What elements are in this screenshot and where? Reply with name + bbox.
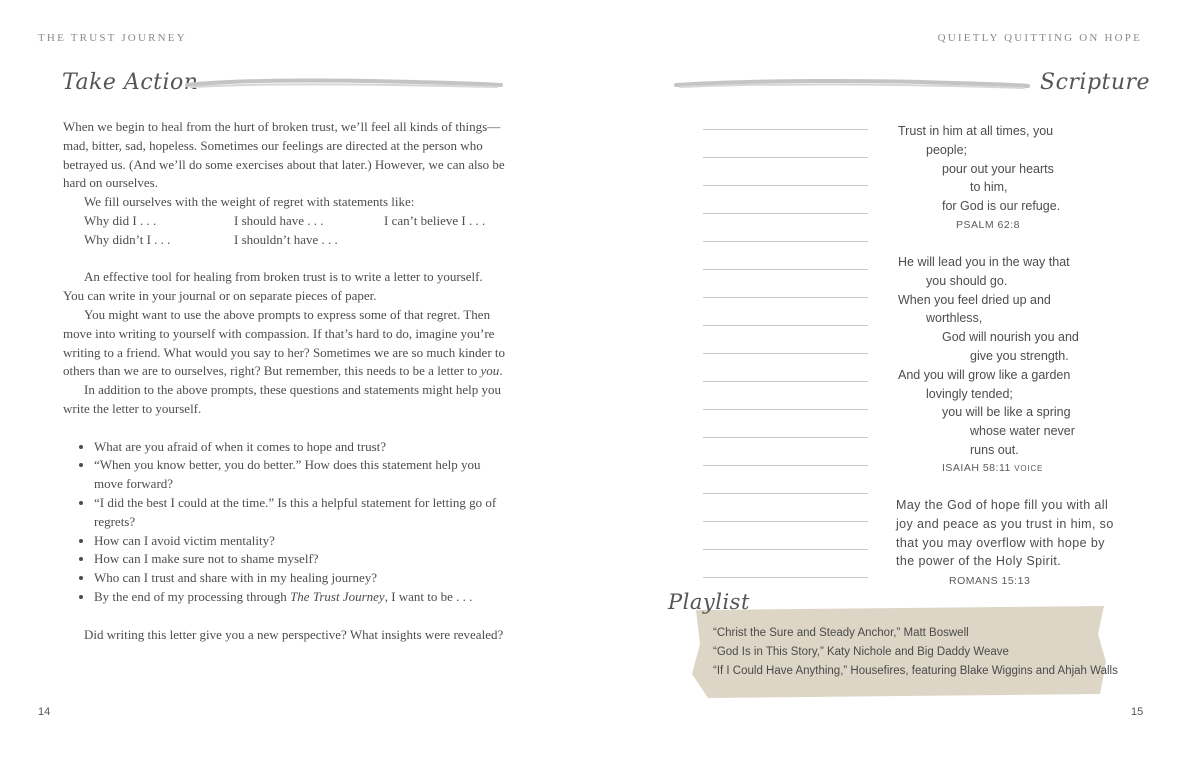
writing-line bbox=[703, 381, 868, 382]
writing-line bbox=[703, 353, 868, 354]
take-action-heading: Take Action bbox=[62, 70, 199, 95]
question-list bbox=[63, 438, 506, 607]
writing-line bbox=[703, 465, 868, 466]
heading-brush-stroke-left bbox=[185, 76, 505, 96]
scripture-heading: Scripture bbox=[1040, 70, 1151, 95]
prompt-why-did: Why did I . . . bbox=[84, 213, 157, 228]
heading-brush-stroke-right bbox=[672, 76, 1032, 96]
playlist-item: “If I Could Have Anything,” Housefires, featuring Blake Wiggins and Ahjah Walls bbox=[713, 664, 1118, 677]
playlist-heading: Playlist bbox=[668, 590, 750, 614]
list-item: • How can I avoid victim mentality? bbox=[94, 532, 506, 551]
page-number-right: 15 bbox=[1131, 706, 1144, 718]
playlist-item: “Christ the Sure and Steady Anchor,” Matt Boswell bbox=[713, 627, 969, 639]
list-item: • “I did the best I could at the time.” Is this a helpful statement for letting go of regrets? bbox=[94, 494, 506, 532]
verse-psalm: Trust in him at all times, you people; pour out your hearts to him, for God is our refuge. bbox=[898, 124, 1061, 214]
writing-line bbox=[703, 409, 868, 410]
regret-prompts-grid bbox=[84, 212, 504, 250]
writing-line bbox=[703, 325, 868, 326]
verse-isaiah: He will lead you in the way that you should go. When you feel dried up and worthless, God will nourish you and give you strength. And you will grow like a garden lovingly tended; you will be like a spring whose water never runs out. bbox=[898, 255, 1079, 457]
playlist-item: “God Is in This Story,” Katy Nichole and Big Daddy Weave bbox=[713, 645, 1009, 658]
list-item: • How can I make sure not to shame myself? bbox=[94, 550, 506, 569]
take-action-body bbox=[63, 118, 506, 644]
list-item: • “When you know better, you do better.” How does this statement help you move forward? bbox=[94, 456, 506, 494]
paragraph-letter-tool: An effective tool for healing from broken trust is to write a letter to yourself. You can write in your journal or on separate pieces of paper. bbox=[63, 269, 483, 304]
paragraph-intro: When we begin to heal from the hurt of broken trust, we’ll feel all kinds of things—mad, bitter, sad, hopeless. Sometimes our feelings are directed at the person who betrayed us. (And we’ll do some exercises about that later.) However, we can also be hard on ourselves. bbox=[63, 119, 505, 191]
list-item: • By the end of my processing through The Trust Journey, I want to be . . . bbox=[94, 588, 506, 607]
prompt-cant-believe: I can’t believe I . . . bbox=[384, 213, 486, 228]
writing-line bbox=[703, 549, 868, 550]
writing-line bbox=[703, 213, 868, 214]
writing-line bbox=[703, 129, 868, 130]
prompt-should-have: I should have . . . bbox=[234, 213, 324, 228]
writing-line bbox=[703, 157, 868, 158]
reference-psalm: PSALM 62:8 bbox=[956, 219, 1020, 231]
reference-isaiah: ISAIAH 58:11 VOICE bbox=[942, 462, 1044, 474]
writing-line bbox=[703, 577, 868, 578]
list-item: • Who can I trust and share with in my healing journey? bbox=[94, 569, 506, 588]
writing-line bbox=[703, 269, 868, 270]
writing-line bbox=[703, 493, 868, 494]
list-item: • What are you afraid of when it comes to hope and trust? bbox=[94, 438, 506, 457]
verse-romans: May the God of hope fill you with all joy and peace as you trust in him, so that you may overflow with hope by the power of the Holy Spirit. bbox=[896, 498, 1114, 569]
writing-line bbox=[703, 521, 868, 522]
paragraph-compassion: You might want to use the above prompts to express some of that regret. Then move into writing to yourself with compassion. If that’s hard to do, imagine you’re writing to a friend. What would you say to her? Sometimes we are so much kinder to others than we are to ourselves, right? But remember, this needs to be a letter to you. bbox=[63, 306, 506, 379]
reference-romans: ROMANS 15:13 bbox=[949, 575, 1031, 587]
writing-line bbox=[703, 437, 868, 438]
paragraph-regret: We fill ourselves with the weight of regret with statements like: bbox=[84, 194, 415, 210]
writing-line bbox=[703, 297, 868, 298]
paragraph-additional: In addition to the above prompts, these questions and statements might help you write the letter to yourself. bbox=[63, 382, 502, 416]
writing-line bbox=[703, 241, 868, 242]
page-number-left: 14 bbox=[38, 706, 51, 718]
closing-question: Did writing this letter give you a new perspective? What insights were revealed? bbox=[84, 626, 504, 642]
playlist-songs bbox=[713, 624, 1118, 680]
prompt-why-didnt: Why didn’t I . . . bbox=[84, 231, 171, 247]
running-head-right: QUIETLY QUITTING ON HOPE bbox=[937, 32, 1142, 44]
writing-line bbox=[703, 185, 868, 186]
running-head-left: THE TRUST JOURNEY bbox=[38, 32, 187, 44]
prompt-shouldnt-have: I shouldn’t have . . . bbox=[234, 231, 338, 247]
